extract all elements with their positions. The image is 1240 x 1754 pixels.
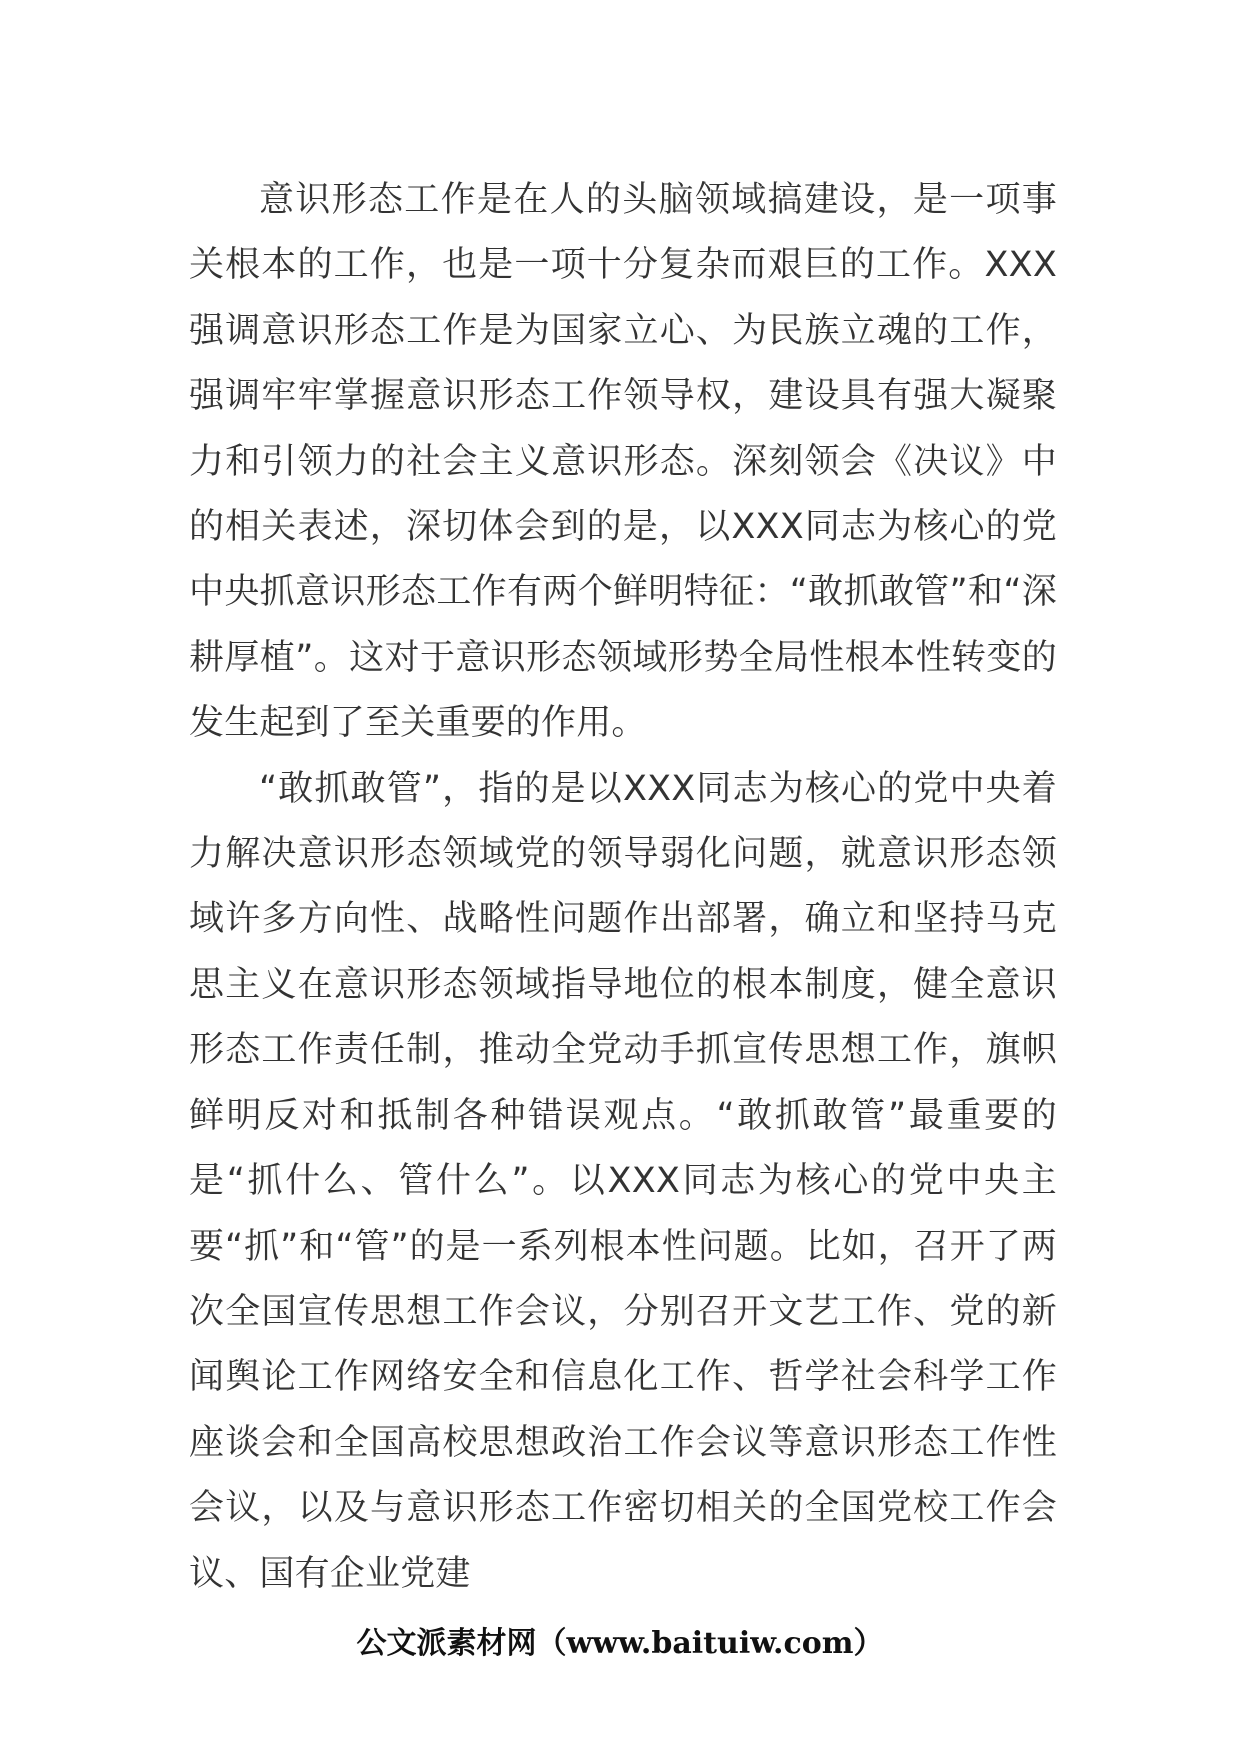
paragraph: 意识形态工作是在人的头脑领域搞建设，是一项事关根本的工作，也是一项十分复杂而艰巨的工作。XXX强调意识形态工作是为国家立心、为民族立魂的工作，强调牢牢掌握意识形态工作领导权，建设具有强大凝聚力和引领力的社会主义意识形态。深刻领会《决议》中的相关表述，深切体会到的是，以XXX同志为核心的党中央抓意识形态工作有两个鲜明特征：“敢抓敢管”和“深耕厚植”。这对于意识形态领域形势全局性根本性转变的发生起到了至关重要的作用。 bbox=[189, 180, 1057, 744]
paragraph: “敢抓敢管”，指的是以XXX同志为核心的党中央着力解决意识形态领域党的领导弱化问题，就意识形态领域许多方向性、战略性问题作出部署，确立和坚持马克思主义在意识形态领域指导地位的根本制度，健全意识形态工作责任制，推动全党动手抓宣传思想工作，旗帜鲜明反对和抵制各种错误观点。“敢抓敢管”最重要的是“抓什么、管什么”。以XXX同志为核心的党中央主要“抓”和“管”的是一系列根本性问题。比如，召开了两次全国宣传思想工作会议，分别召开文艺工作、党的新闻舆论工作网络安全和信息化工作、哲学社会科学工作座谈会和全国高校思想政治工作会议等意识形态工作性会议，以及与意识形态工作密切相关的全国党校工作会议、国有企业党建 bbox=[189, 768, 1057, 1594]
document-body bbox=[189, 168, 1057, 1607]
footer-source: 公文派素材网（www.baituiw.com） bbox=[356, 1626, 884, 1661]
